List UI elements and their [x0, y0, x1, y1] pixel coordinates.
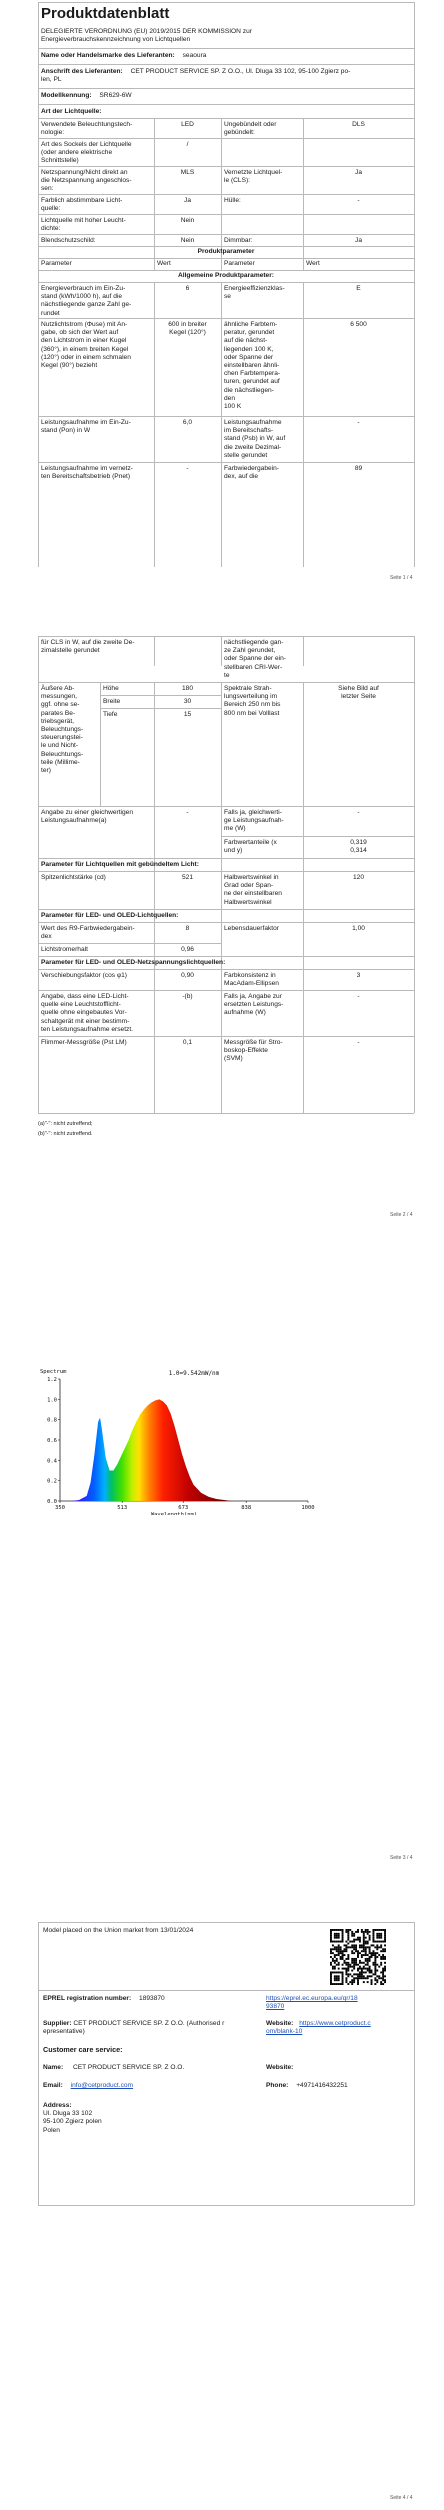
energy-consumption-label: Energieverbrauch im Ein-Zu- stand (kWh/1000 h), auf die nächstliegende ganze Zahl ge- rundet	[41, 285, 132, 317]
stroboscopic-value: -	[357, 1039, 360, 1046]
cc-name-label: Name:	[43, 2064, 64, 2071]
x-axis-label: Wavelength(nm)	[150, 1512, 198, 1515]
replacement-claim-value: -(b)	[182, 993, 193, 1000]
survival-factor-label: Lebensdauerfaktor	[224, 925, 279, 932]
networked-standby-cont: für CLS in W, auf die zweite De- zimalstelle gerundet	[41, 639, 135, 655]
height-value: 180	[181, 685, 193, 692]
colour-consistency-label: Farbkonsistenz in MacAdam-Ellipsen	[224, 972, 279, 988]
height-label: Höhe	[103, 685, 119, 692]
qr-code-icon	[330, 1929, 386, 1985]
website-row	[266, 2020, 411, 2028]
peak-intensity-label: Spitzenlichtstärke (cd)	[41, 874, 106, 881]
useful-flux-value: 600 in breiter Kegel (120°)	[168, 321, 207, 337]
standby-power-label: Leistungsaufnahme im Bereitschafts- stand (Psb) in W, auf die zweite Dezimal- stelle gerundet	[224, 419, 286, 459]
col-param-1: Parameter	[41, 260, 72, 267]
cc-email-label: Email:	[43, 2082, 63, 2089]
address-label: Anschrift des Lieferanten:	[41, 68, 123, 75]
regulation-line-1: DELEGIERTE VERORDNUNG (EU) 2019/2015 DER KOMMISSION zur	[41, 28, 252, 35]
peak-intensity-value: 521	[181, 874, 193, 881]
tech-value: LED	[181, 121, 194, 128]
regulation-line-2: Energieverbrauchskennzeichnung von Lichtquellen	[41, 36, 191, 43]
address-value: CET PRODUCT SERVICE SP. Z O.O., Ul. Dluga 33 102, 95-100 Zgierz po-	[130, 68, 351, 75]
x-tick-label: 513	[117, 1505, 128, 1511]
replacement-claim-label: Angabe, dass eine LED-Licht- quelle eine Leuchtstofflicht- quelle ohne eingebautes Vor- schaltgerät mit einer bestimm- ten Leistungsaufnahme ersetzt.	[41, 993, 134, 1033]
eprel-label: EPREL registration number:	[43, 1995, 132, 2002]
tunable-label: Farblich abstimmbare Licht- quelle:	[41, 197, 123, 213]
depth-label: Tiefe	[103, 711, 118, 718]
eprel-link[interactable]: https://eprel.ec.europa.eu/qr/18 93870	[266, 1995, 358, 2011]
cri-label-cont: nächstliegende gan- ze Zahl gerundet, oder Spanne der ein- stellbaren CRI-Wer- te	[224, 639, 286, 679]
cc-name-row	[43, 2064, 184, 2072]
cri-value: 89	[354, 465, 363, 472]
x-tick-label: 350	[55, 1505, 65, 1511]
mains-label: Netzspannung/Nicht direkt an die Netzspannung angeschlos- sen:	[41, 169, 132, 193]
led-params-header: Parameter für LED- und OLED-Lichtquellen:	[41, 912, 179, 919]
displacement-factor-label: Verschiebungsfaktor (cos φ1)	[41, 972, 128, 979]
y-tick-label: 0.8	[47, 1417, 57, 1424]
high-luminance-value: Nein	[180, 217, 195, 224]
supplier-label: Supplier:	[43, 2020, 72, 2027]
col-wert-2: Wert	[306, 260, 320, 267]
x-tick-label: 838	[241, 1505, 252, 1511]
mains-value: MLS	[180, 169, 195, 176]
standby-power-value: -	[357, 419, 360, 426]
networked-standby-value: -	[186, 465, 189, 472]
eprel-row	[43, 1995, 165, 2003]
y-tick-label: 1.2	[47, 1377, 57, 1383]
networked-standby-label: Leistungsaufnahme im vernetz- ten Bereitschaftsbetrieb (Pnet)	[41, 465, 133, 481]
on-mode-power-label: Leistungsaufnahme im Ein-Zu- stand (Pon) in W	[41, 419, 131, 435]
cri-label: Farbwiedergabein- dex, auf die	[224, 465, 279, 481]
page-number-4: Seite 4 / 4	[390, 2495, 413, 2501]
spectrum-label: Spektrale Strah- lungsverteilung im Bereich 250 nm bis 800 nm bei Volllast	[224, 685, 281, 717]
cc-email-link[interactable]: info@cetproduct.com	[70, 2082, 134, 2089]
beam-angle-label: Halbwertswinkel in Grad oder Span- ne der einstellbaren Halbwertswinkel	[224, 874, 282, 906]
depth-value: 15	[183, 711, 192, 718]
page-number-2: Seite 2 / 4	[390, 1212, 413, 1218]
colour-consistency-value: 3	[356, 972, 361, 979]
high-luminance-label: Lichtquelle mit hoher Leucht- dichte:	[41, 217, 126, 233]
equivalent-power-label: Falls ja, gleichwerti- ge Leistungsaufnah- me (W)	[224, 809, 284, 833]
cc-email-row	[43, 2082, 133, 2090]
flicker-value: 0,1	[182, 1039, 193, 1046]
x-tick-label: 1000	[301, 1505, 315, 1511]
useful-flux-label: Nutzlichtstrom (Φuse) mit An- gabe, ob sich der Wert auf den Lichtstrom in einer Kugel (360°), in einem breiten Kegel (120°) oder in einem schmalen Kegel (90°) bezieht	[41, 321, 131, 370]
website-link[interactable]: https://www.cetproduct.c	[299, 2020, 371, 2027]
on-mode-power-value: 6,0	[182, 419, 193, 426]
dimmable-label: Dimmbar:	[224, 237, 253, 244]
dimmable-value: Ja	[355, 237, 362, 244]
y-tick-label: 1.0	[47, 1397, 57, 1404]
page-number-1: Seite 1 / 4	[390, 575, 413, 581]
spectrum-value: Siehe Bild auf letzter Seite	[338, 685, 379, 701]
width-value: 30	[183, 698, 192, 705]
y-tick-label: 0.4	[47, 1458, 57, 1465]
directional-value: DLS	[352, 121, 365, 128]
page-number-3: Seite 3 / 4	[390, 1855, 413, 1861]
page-title: Produktdatenblatt	[41, 5, 170, 22]
dimensions-label: Äußere Ab- messungen, ggf. ohne se- parates Be- triebsgerät, Beleuchtungs- steuerungstei- le und Nicht- Beleuchtungs- teile (Millime- ter)	[41, 685, 84, 775]
beam-angle-value: 120	[352, 874, 364, 881]
website-label: Website:	[266, 2020, 294, 2027]
chromaticity-label: Farbwertanteile (x und y)	[224, 839, 277, 855]
equivalent-power-value: -	[357, 809, 360, 816]
replaced-power-value: -	[357, 993, 360, 1000]
envelope-label: Hülle:	[224, 197, 241, 204]
flicker-label: Flimmer-Messgröße (Pst LM)	[41, 1039, 127, 1046]
tech-label: Verwendete Beleuchtungstech- nologie:	[41, 121, 133, 137]
equivalent-power-claim-label: Angabe zu einer gleichwertigen Leistungsaufnahme(a)	[41, 809, 134, 825]
cct-label: ähnliche Farbtem- peratur, gerundet auf die nächst- liegenden 100 K, oder Spanne der einstellbaren ähnli- chen Farbtempera- turen, gerundet auf die nächstliegen- den 100 K	[224, 321, 281, 411]
directional-params-header: Parameter für Lichtquellen mit gebündeltem Licht:	[41, 861, 199, 868]
footnote-b: (b)"-": nicht zutreffend.	[38, 1131, 93, 1137]
stroboscopic-label: Messgröße für Stro- boskop-Effekte (SVM)	[224, 1039, 283, 1063]
envelope-value: -	[357, 197, 360, 204]
general-params-header: Allgemeine Produktparameter:	[177, 272, 274, 279]
width-label: Breite	[103, 698, 121, 705]
cc-phone-row	[266, 2082, 348, 2090]
r9-value: 8	[185, 925, 190, 932]
y-tick-label: 0.0	[47, 1499, 57, 1505]
anti-glare-value: Nein	[180, 237, 195, 244]
product-params-header: Produktparameter	[197, 248, 255, 255]
eprel-value: 1893870	[139, 1995, 165, 2002]
energy-class-value: E	[356, 285, 361, 292]
energy-consumption-value: 6	[185, 285, 190, 292]
customer-care-header: Customer care service:	[43, 2045, 123, 2054]
anti-glare-label: Blendschutzschild:	[41, 237, 96, 244]
cap-type-label: Art des Sockels der Lichtquelle (oder andere elektrische Schnittstelle)	[41, 141, 132, 165]
footnote-a: (a)"-": nicht zutreffend;	[38, 1121, 93, 1127]
supplier-row: Supplier: CET PRODUCT SERVICE SP. Z O.O. (Authorised r epresentative)	[43, 2020, 225, 2036]
y-tick-label: 0.6	[47, 1438, 57, 1444]
energy-class-label: Energieeffizienzklas- se	[224, 285, 285, 301]
displacement-factor-value: 0,90	[181, 972, 194, 979]
y-tick-label: 0.2	[47, 1478, 57, 1485]
replaced-power-label: Falls ja, Angabe zur ersetzten Leistungs- aufnahme (W)	[224, 993, 284, 1017]
brand-value: seaoura	[182, 52, 207, 59]
brand-label: Name oder Handelsmarke des Lieferanten:	[41, 52, 175, 59]
light-source-type-header: Art der Lichtquelle:	[41, 108, 102, 115]
model-value: SR629-6W	[99, 92, 132, 99]
cc-website-label: Website:	[266, 2064, 294, 2071]
cc-phone-label: Phone:	[266, 2082, 289, 2089]
directional-label: Ungebündelt oder gebündelt:	[224, 121, 277, 137]
cc-name-value: CET PRODUCT SERVICE SP. Z O.O.	[73, 2064, 185, 2071]
y-axis-label: Spectrum	[40, 1369, 67, 1375]
website-link-2[interactable]: om/blank-10	[266, 2028, 303, 2035]
mains-led-params-header: Parameter für LED- und OLED-Netzspannungslichtquellen:	[41, 959, 226, 966]
lumen-maintenance-label: Lichtstromerhalt	[41, 946, 88, 953]
cc-address: Address: Ul. Dluga 33 102 95-100 Zgierz polen Polen	[43, 2102, 102, 2134]
market-placement: Model placed on the Union market from 13/01/2024	[43, 1927, 194, 1934]
cap-type-value: /	[186, 141, 189, 148]
equivalent-power-claim-value: -	[186, 809, 189, 816]
col-param-2: Parameter	[224, 260, 255, 267]
cct-value: 6 500	[350, 321, 367, 328]
cc-address-label: Address:	[43, 2102, 72, 2109]
lumen-maintenance-value: 0,96	[181, 946, 194, 953]
x-tick-label: 673	[178, 1505, 189, 1511]
cls-value: Ja	[355, 169, 362, 176]
survival-factor-value: 1,00	[352, 925, 365, 932]
chart-title: 1.0=9.542mW/nm	[168, 1370, 220, 1377]
col-wert-1: Wert	[157, 260, 171, 267]
r9-label: Wert des R9-Farbwiedergabein- dex	[41, 925, 135, 941]
cc-phone-value: +4971416432251	[296, 2082, 348, 2089]
cls-label: Vernetzte Lichtquel- le (CLS):	[224, 169, 283, 185]
chromaticity-value: 0,319 0,314	[350, 839, 367, 855]
supplier-value: CET PRODUCT SERVICE SP. Z O.O. (Authorised r	[73, 2020, 225, 2027]
model-label: Modellkennung:	[41, 92, 92, 99]
address-value-2: len, PL	[41, 76, 62, 83]
tunable-value: Ja	[184, 197, 191, 204]
